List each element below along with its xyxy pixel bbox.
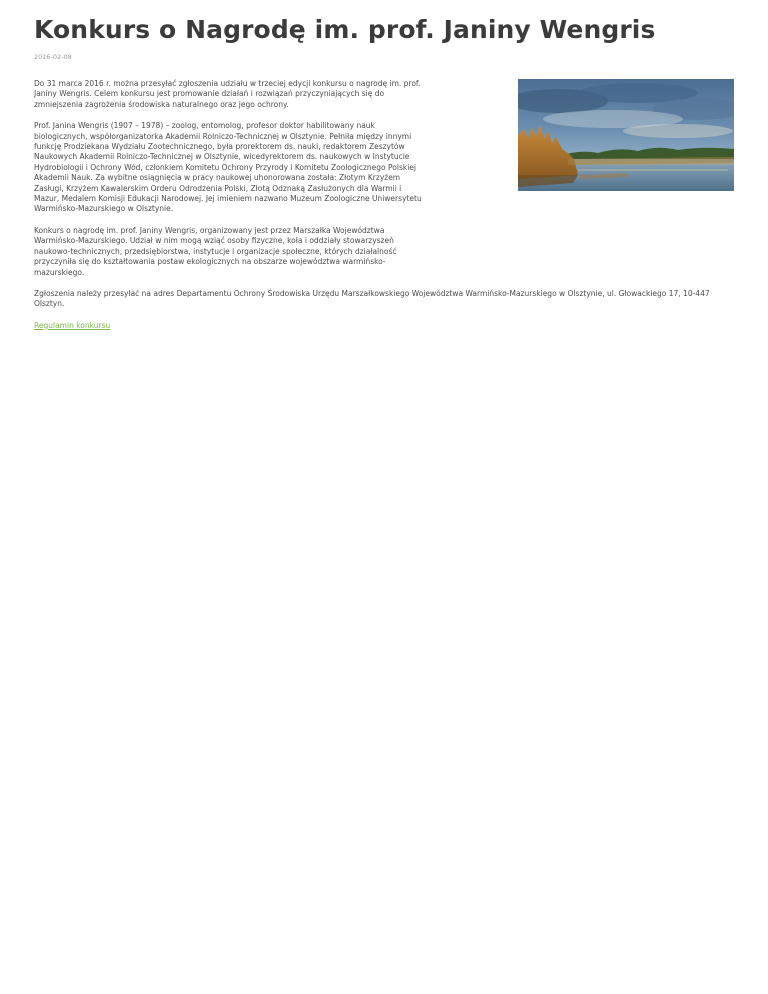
article <box>34 12 734 342</box>
publish-date: 2016-02-08 <box>34 53 72 61</box>
organizer-paragraph: Konkurs o nagrodę im. prof. Janiny Wengris, organizowany jest przez Marszałka Województwa Warmińsko-Mazurskiego. Udział w nim mogą wziąć osoby fizyczne, koła i oddziały stowarzyszeń naukowo-technicznych, przedsiębiorstwa, instytucje i organizacje społeczne, których działalność przyczyniła się do kształtowania postaw ekologicznych na obszarze województwa warmińsko-mazurskiego. <box>34 225 397 277</box>
lake-reeds-photo <box>518 79 734 191</box>
rules-link[interactable]: Regulamin konkursu <box>34 320 111 330</box>
biography-paragraph: Prof. Janina Wengris (1907 – 1978) – zoolog, entomolog, profesor doktor habilitowany nauk biologicznych, współorganizatorka Akademii Rolniczo-Technicznej w Olsztynie. Pełniła między innymi funkcję Prodziekana Wydziału Zootechnicznego, była prorektorem ds. nauki, redaktorem Zeszytów Naukowych Akademii Rolniczo-Technicznej w Olsztynie, wicedyrektorem ds. naukowych w Instytucie Hydrobiologii i Ochrony Wód, członkiem Komitetu Ochrony Przyrody i Komitetu Zoologicznego Polskiej Akademii Nauk. Za wybitne osiągnięcia w pracy naukowej uhonorowana została: Złotym Krzyżem Zasługi, Krzyżem Kawalerskim Orderu Odrodzenia Polski, Złotą Odznaką Zasłużonych dla Warmii i Mazur, Medalem Komisji Edukacji Narodowej. Jej imieniem nazwano Muzeum Zoologiczne Uniwersytetu Warmińsko-Mazurskiego w Olsztynie. <box>34 121 422 214</box>
page-title: Konkurs o Nagrodę im. prof. Janiny Wengris <box>34 15 656 44</box>
submission-address-paragraph: Zgłoszenia należy przesyłać na adres Departamentu Ochrony Środowiska Urzędu Marszałkowskiego Województwa Warmińsko-Mazurskiego w Olsztynie, ul. Głowackiego 17, 10-447 Olsztyn. <box>34 288 710 309</box>
intro-paragraph: Do 31 marca 2016 r. można przesyłać zgłoszenia udziału w trzeciej edycji konkursu o nagrodę im. prof. Janiny Wengris. Celem konkursu jest promowanie działań i rozwiązań przyczyniających się do zmniejszenia zagrożenia środowiska naturalnego oraz jego ochrony. <box>34 79 421 109</box>
article-body <box>34 79 734 331</box>
